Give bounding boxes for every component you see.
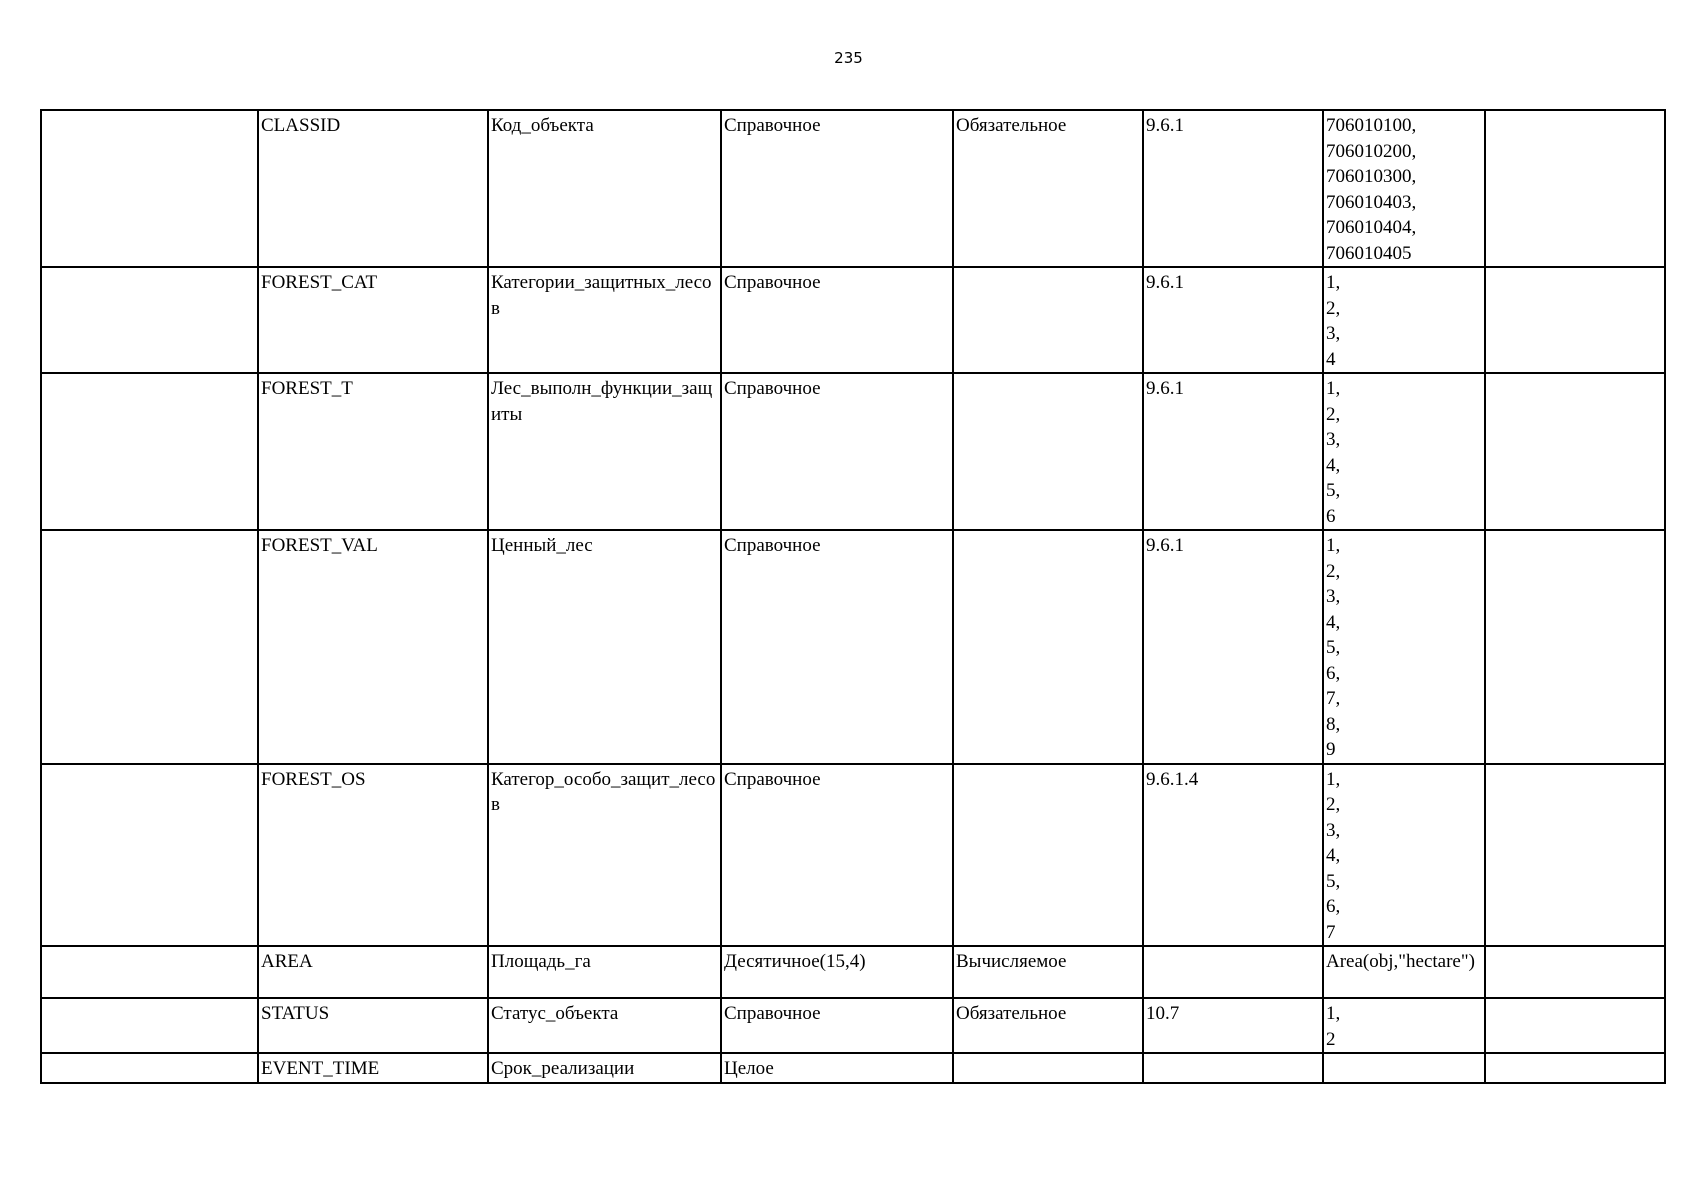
row-group-cell bbox=[41, 110, 258, 267]
field-type-cell: Справочное bbox=[721, 764, 953, 947]
row-group-cell bbox=[41, 764, 258, 947]
field-section-cell: 9.6.1.4 bbox=[1143, 764, 1323, 947]
field-alias-cell: Категории_защитных_лесов bbox=[488, 267, 721, 373]
field-name-cell: CLASSID bbox=[258, 110, 488, 267]
field-type-cell: Справочное bbox=[721, 267, 953, 373]
field-required-cell bbox=[953, 530, 1143, 764]
field-required-cell bbox=[953, 373, 1143, 530]
page-number: 235 bbox=[834, 49, 863, 67]
field-values-cell: Area(obj,"hectare") bbox=[1323, 946, 1485, 998]
field-required-cell bbox=[953, 267, 1143, 373]
row-group-cell bbox=[41, 530, 258, 764]
field-required-cell: Вычисляемое bbox=[953, 946, 1143, 998]
field-values-cell: 1, 2 bbox=[1323, 998, 1485, 1053]
field-note-cell bbox=[1485, 764, 1665, 947]
field-values-cell: 1, 2, 3, 4, 5, 6 bbox=[1323, 373, 1485, 530]
field-note-cell bbox=[1485, 110, 1665, 267]
row-group-cell bbox=[41, 946, 258, 998]
field-alias-cell: Код_объекта bbox=[488, 110, 721, 267]
field-section-cell: 9.6.1 bbox=[1143, 373, 1323, 530]
field-section-cell bbox=[1143, 946, 1323, 998]
table-row bbox=[41, 998, 1665, 1053]
field-name-cell: FOREST_T bbox=[258, 373, 488, 530]
field-alias-cell: Площадь_га bbox=[488, 946, 721, 998]
field-name-cell: EVENT_TIME bbox=[258, 1053, 488, 1083]
field-name-cell: AREA bbox=[258, 946, 488, 998]
field-name-cell: FOREST_OS bbox=[258, 764, 488, 947]
row-group-cell bbox=[41, 1053, 258, 1083]
field-alias-cell: Срок_реализации bbox=[488, 1053, 721, 1083]
field-values-cell: 1, 2, 3, 4, 5, 6, 7 bbox=[1323, 764, 1485, 947]
attribute-table bbox=[40, 109, 1666, 1084]
field-note-cell bbox=[1485, 530, 1665, 764]
field-type-cell: Десятичное(15,4) bbox=[721, 946, 953, 998]
row-group-cell bbox=[41, 998, 258, 1053]
field-section-cell bbox=[1143, 1053, 1323, 1083]
field-type-cell: Справочное bbox=[721, 373, 953, 530]
field-note-cell bbox=[1485, 1053, 1665, 1083]
field-values-cell: 1, 2, 3, 4, 5, 6, 7, 8, 9 bbox=[1323, 530, 1485, 764]
field-type-cell: Целое bbox=[721, 1053, 953, 1083]
field-alias-cell: Ценный_лес bbox=[488, 530, 721, 764]
field-alias-cell: Лес_выполн_функции_защиты bbox=[488, 373, 721, 530]
field-values-cell: 1, 2, 3, 4 bbox=[1323, 267, 1485, 373]
field-note-cell bbox=[1485, 998, 1665, 1053]
table-row bbox=[41, 764, 1665, 947]
field-required-cell bbox=[953, 1053, 1143, 1083]
field-required-cell: Обязательное bbox=[953, 110, 1143, 267]
field-note-cell bbox=[1485, 373, 1665, 530]
table-row bbox=[41, 530, 1665, 764]
field-section-cell: 9.6.1 bbox=[1143, 267, 1323, 373]
field-values-cell: 706010100, 706010200, 706010300, 706010403, 706010404, 706010405 bbox=[1323, 110, 1485, 267]
field-section-cell: 9.6.1 bbox=[1143, 530, 1323, 764]
field-alias-cell: Статус_объекта bbox=[488, 998, 721, 1053]
field-required-cell bbox=[953, 764, 1143, 947]
field-note-cell bbox=[1485, 946, 1665, 998]
field-name-cell: FOREST_VAL bbox=[258, 530, 488, 764]
table-row bbox=[41, 1053, 1665, 1083]
table-row bbox=[41, 110, 1665, 267]
field-note-cell bbox=[1485, 267, 1665, 373]
table-row bbox=[41, 373, 1665, 530]
field-name-cell: STATUS bbox=[258, 998, 488, 1053]
field-name-cell: FOREST_CAT bbox=[258, 267, 488, 373]
field-section-cell: 9.6.1 bbox=[1143, 110, 1323, 267]
row-group-cell bbox=[41, 373, 258, 530]
table-row bbox=[41, 946, 1665, 998]
field-alias-cell: Категор_особо_защит_лесов bbox=[488, 764, 721, 947]
field-type-cell: Справочное bbox=[721, 998, 953, 1053]
field-type-cell: Справочное bbox=[721, 110, 953, 267]
field-values-cell bbox=[1323, 1053, 1485, 1083]
field-type-cell: Справочное bbox=[721, 530, 953, 764]
row-group-cell bbox=[41, 267, 258, 373]
field-section-cell: 10.7 bbox=[1143, 998, 1323, 1053]
field-required-cell: Обязательное bbox=[953, 998, 1143, 1053]
table-row bbox=[41, 267, 1665, 373]
